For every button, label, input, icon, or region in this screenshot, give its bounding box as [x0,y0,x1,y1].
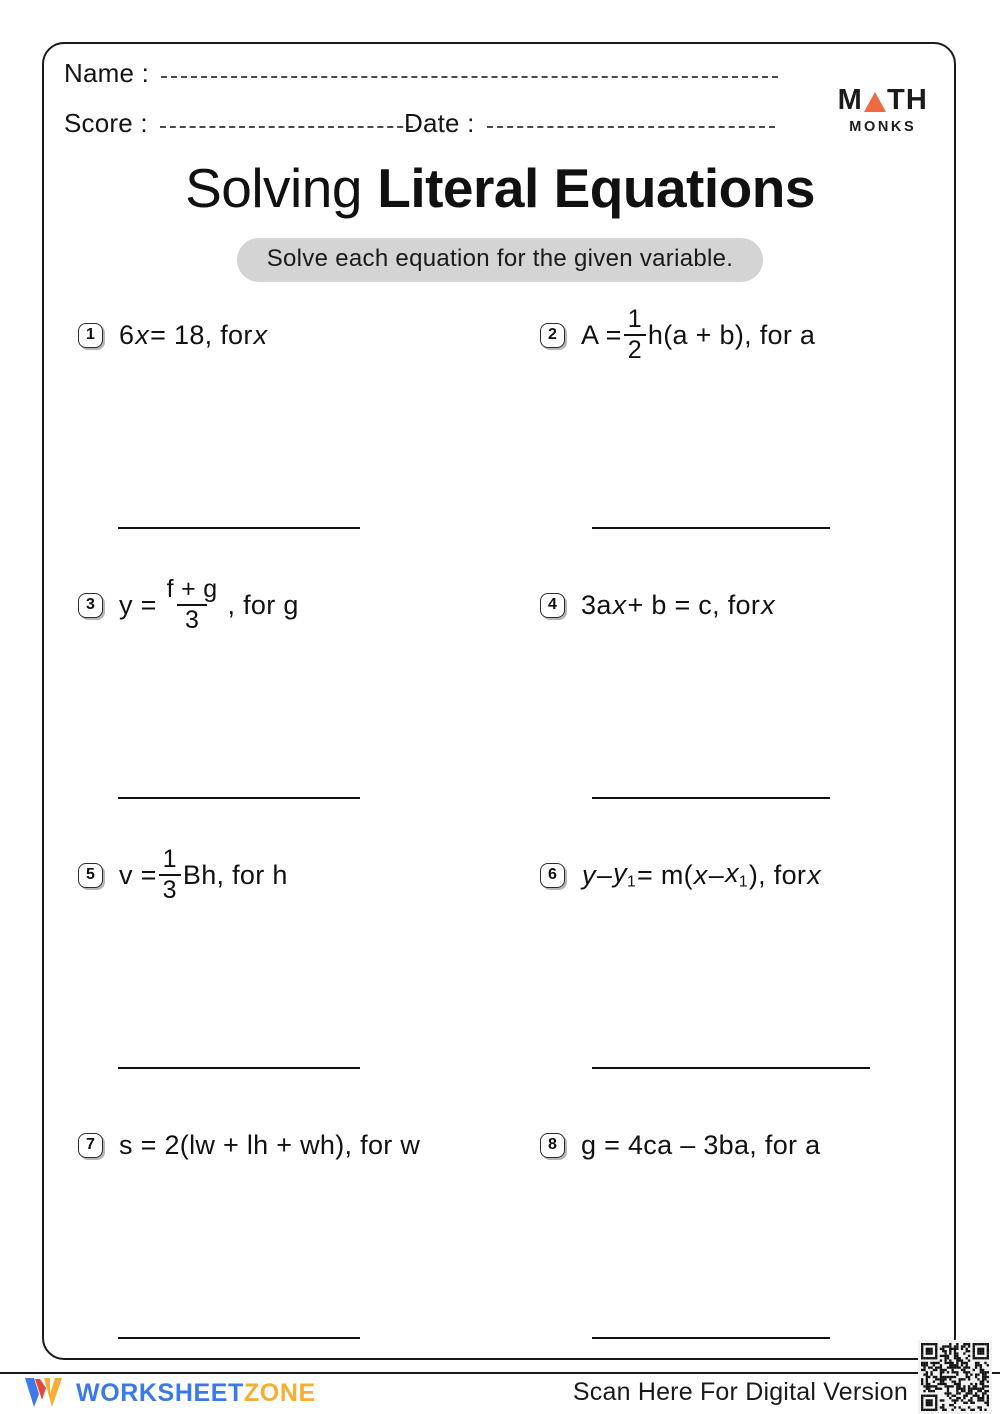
equation-text: y = [119,589,157,620]
problem-number-badge: 2 [540,323,565,348]
problem-statement [78,305,528,365]
math-monks-subtext: MONKS [849,119,917,135]
variable: x [612,589,627,620]
problem-number-badge: 6 [540,863,565,888]
date-input-line[interactable] [487,126,775,128]
scan-instruction-text: Scan Here For Digital Version [572,1378,908,1406]
equation-text: = m( [636,859,693,890]
problem-statement [540,575,970,635]
problem-6 [540,845,970,905]
problem-number-badge: 4 [540,593,565,618]
problem-number-badge: 8 [540,1133,565,1158]
logo-letter-m: M [837,84,863,116]
fraction-numerator: f + g [166,575,218,603]
equation-expression [119,577,299,633]
equation-expression [119,1130,420,1161]
problem-row [0,1115,1000,1385]
problem-number-badge: 3 [78,593,103,618]
equation-text: , for g [227,589,299,620]
fraction [159,577,226,633]
variable: x [135,319,150,350]
wordmark-worksheet: WORKSHEET [76,1378,244,1407]
subtitle-container [0,238,1000,282]
score-field-row [64,108,413,139]
problem-number-badge: 7 [78,1133,103,1158]
equation-text: 6 [119,319,135,350]
variable: x [761,589,775,620]
equation-expression [581,307,815,363]
problems-grid [0,305,1000,1385]
equation-text: A = [581,319,622,350]
score-input-line[interactable] [160,126,413,128]
equation-expression [581,858,822,891]
variable-subscript: 1 [626,873,636,891]
variable: $x_1$ [725,858,748,891]
problem-4 [540,575,970,635]
title-bold-part: Literal Equations [377,157,815,219]
name-field-row [64,58,794,89]
problem-5 [78,845,528,905]
answer-line-3[interactable] [118,797,360,799]
logo-letters-th: TH [886,84,928,116]
equation-text: s = 2(lw + lh + wh), for w [119,1129,421,1160]
math-monks-logo [838,86,928,135]
problem-statement [540,305,970,365]
answer-line-4[interactable] [592,797,830,799]
problem-3 [78,575,528,635]
equation-expression [119,847,288,903]
equation-text: – [596,859,613,890]
problem-7 [78,1115,528,1175]
problem-8 [540,1115,970,1175]
variable: x [807,859,822,890]
answer-line-2[interactable] [592,527,830,529]
instructions-banner: Solve each equation for the given variable. [237,238,764,282]
worksheet-zone-logo[interactable] [22,1372,316,1414]
problem-statement [78,1115,528,1175]
equation-expression [119,320,268,351]
variable: x [693,859,708,890]
variable: $y_1$ [613,858,636,891]
fraction-denominator: 2 [624,334,646,363]
equation-text: – [708,859,725,890]
page-title [0,157,1000,219]
worksheet-zone-wordmark [76,1379,316,1408]
qr-code-icon[interactable] [918,1340,992,1414]
answer-line-5[interactable] [118,1067,360,1069]
equation-expression [581,1130,820,1161]
fraction [624,307,646,363]
title-light-part: Solving [185,157,362,219]
equation-text: g = 4ca – 3ba, for a [581,1129,821,1160]
problem-statement [78,575,528,635]
variable-subscript: 1 [738,873,748,891]
fraction-denominator: 3 [177,604,207,633]
score-label: Score : [64,108,148,138]
equation-text: ), for [748,859,807,890]
problem-statement [540,845,970,905]
equation-text: Bh, for h [182,859,288,890]
fraction-numerator: 1 [162,845,177,873]
wordmark-zone: ZONE [243,1378,316,1407]
answer-line-1[interactable] [118,527,360,529]
answer-line-7[interactable] [118,1337,360,1339]
answer-line-8[interactable] [592,1337,830,1339]
fraction-numerator: 1 [627,305,642,333]
fraction [159,847,181,903]
problem-row [0,575,1000,845]
problem-number-badge: 5 [78,863,103,888]
math-monks-wordmark [838,86,928,115]
equation-expression [581,590,776,621]
problem-1 [78,305,528,365]
equation-text: + b = c, for [627,589,761,620]
name-label: Name : [64,58,150,88]
triangle-a-icon [864,92,886,112]
answer-line-6[interactable] [592,1067,870,1069]
name-input-line[interactable] [161,76,778,78]
problem-statement [540,1115,970,1175]
problem-row [0,845,1000,1115]
problem-2 [540,305,970,365]
fraction-denominator: 3 [159,874,181,903]
problem-row [0,305,1000,575]
equation-text: h(a + b), for a [647,319,816,350]
problem-statement [78,845,528,905]
variable: y [582,859,596,890]
equation-text: 3a [581,589,612,620]
problem-number-badge: 1 [78,323,103,348]
equation-text: v = [119,859,157,890]
date-label: Date : [404,108,475,138]
equation-text: = 18, for [150,319,253,350]
date-field-row [404,108,775,139]
worksheet-zone-mark-icon [22,1376,66,1410]
variable: x [253,319,268,350]
